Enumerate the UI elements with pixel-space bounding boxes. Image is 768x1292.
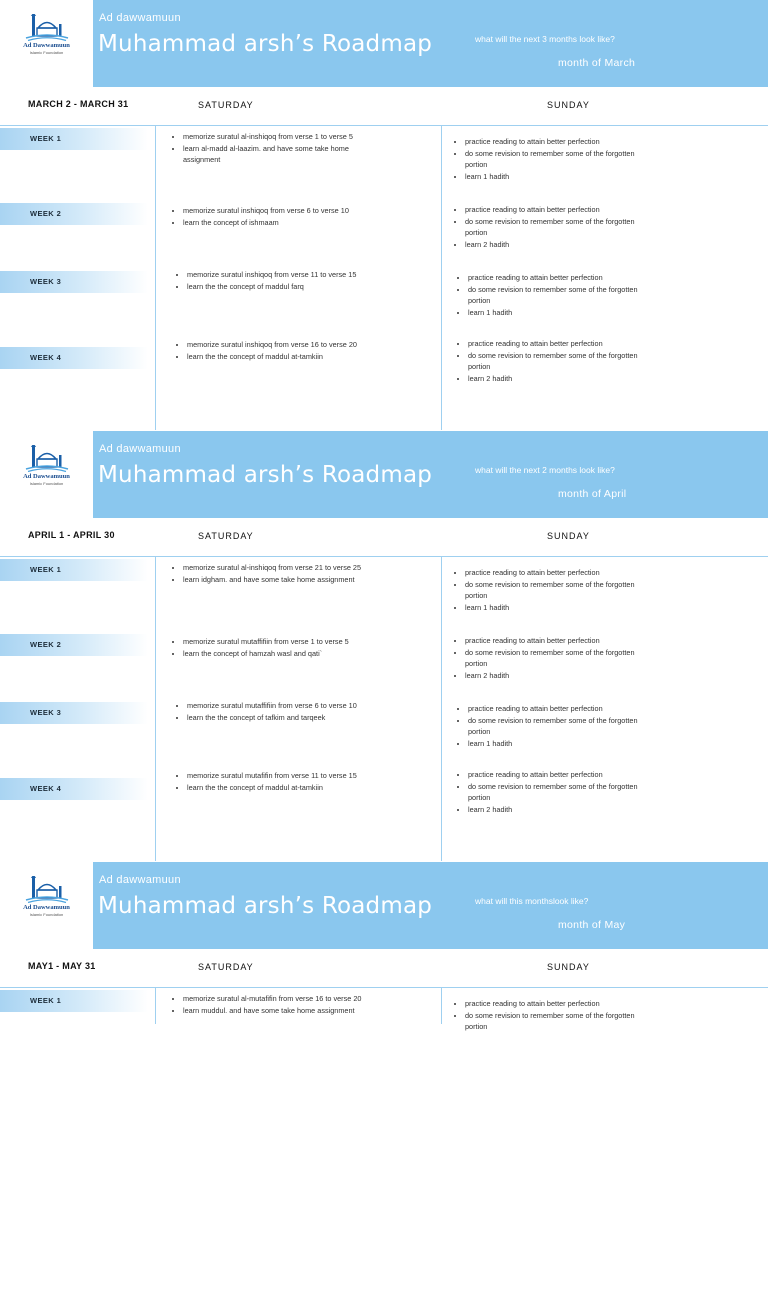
sunday-task: • do some revision to remember some of the forgotten portion: [468, 781, 658, 804]
sunday-task: • do some revision to remember some of the forgotten portion: [468, 350, 658, 373]
sunday-task: • do some revision to remember some of the forgotten portion: [465, 1010, 655, 1033]
month-label: month of March: [558, 57, 636, 69]
saturday-task-list: [176, 339, 392, 362]
sunday-task: • do some revision to remember some of the forgotten portion: [465, 148, 655, 171]
saturday-header: SATURDAY: [198, 100, 254, 110]
org-name: Ad dawwamuun: [99, 12, 181, 24]
saturday-task: • learn the concept of hamzah wasl and qati`: [183, 648, 388, 660]
saturday-task-list: [172, 993, 388, 1016]
saturday-task: • learn the concept of ishmaam: [183, 217, 388, 229]
saturday-task-list: [172, 562, 388, 585]
saturday-task: • memorize suratul mutaffifiin from verse 1 to verse 5: [183, 636, 388, 648]
title-banner: [93, 0, 768, 87]
week-label: [0, 271, 148, 293]
section-header: [0, 862, 768, 949]
mosque-icon: [24, 876, 70, 904]
week-label: [0, 990, 148, 1012]
saturday-task-list: [172, 205, 388, 228]
week-label: [0, 347, 148, 369]
saturday-task: • memorize suratul inshiqoq from verse 11 to verse 15: [187, 269, 392, 281]
column-divider: [441, 126, 442, 430]
roadmap-section: [0, 0, 768, 430]
week-label: [0, 634, 148, 656]
column-divider: [155, 557, 156, 861]
sunday-task: • practice reading to attain better perfection: [465, 204, 655, 216]
roadmap-title: Muhammad arsh’s Roadmap: [98, 462, 433, 488]
logo-subtitle: Islamic Foundation: [29, 912, 64, 917]
logo-name: Ad Dawwamuun: [23, 473, 70, 480]
week-label-text: WEEK 1: [30, 565, 62, 574]
roadmap-question: what will the next 2 months look like?: [475, 465, 615, 475]
sunday-task-list: [454, 998, 655, 1033]
saturday-task: • memorize suratul al-mutafifin from verse 16 to verse 20: [183, 993, 388, 1005]
week-label-text: WEEK 4: [30, 784, 62, 793]
logo-subtitle: Islamic Foundation: [29, 50, 64, 55]
sunday-task: • learn 2 hadith: [468, 804, 658, 816]
saturday-task: • learn the the concept of tafkim and tarqeek: [187, 712, 392, 724]
saturday-header: SATURDAY: [198, 531, 254, 541]
week-label: [0, 778, 148, 800]
foundation-logo: [0, 862, 93, 949]
sunday-task: • learn 1 hadith: [468, 307, 658, 319]
sunday-task: • practice reading to attain better perfection: [468, 769, 658, 781]
saturday-task: • memorize suratul mutafifin from verse 11 to verse 15: [187, 770, 392, 782]
sunday-task: • practice reading to attain better perfection: [465, 567, 655, 579]
sunday-task: • practice reading to attain better perfection: [468, 272, 658, 284]
column-divider: [441, 988, 442, 1024]
foundation-logo: [0, 431, 93, 518]
sunday-task: • learn 1 hadith: [465, 602, 655, 614]
week-label-text: WEEK 3: [30, 708, 62, 717]
sunday-task: • do some revision to remember some of the forgotten portion: [468, 715, 658, 738]
roadmap-title: Muhammad arsh’s Roadmap: [98, 893, 433, 919]
sunday-task-list: [457, 272, 658, 318]
saturday-task: • memorize suratul al-inshiqoq from verse 21 to verse 25: [183, 562, 388, 574]
sunday-task: • practice reading to attain better perfection: [468, 338, 658, 350]
sunday-header: SUNDAY: [547, 962, 590, 972]
saturday-task: • memorize suratul inshiqoq from verse 16 to verse 20: [187, 339, 392, 351]
mosque-icon: [24, 14, 70, 42]
month-label: month of May: [558, 919, 626, 931]
saturday-task-list: [176, 269, 392, 292]
column-divider: [155, 988, 156, 1024]
mosque-icon: [24, 445, 70, 473]
sunday-header: SUNDAY: [547, 531, 590, 541]
sunday-task: • learn 2 hadith: [465, 239, 655, 251]
saturday-task: • learn idgham. and have some take home assignment: [183, 574, 388, 586]
sunday-task: • practice reading to attain better perfection: [465, 136, 655, 148]
sunday-header: SUNDAY: [547, 100, 590, 110]
date-range: MAY1 - MAY 31: [28, 961, 96, 971]
logo-subtitle: Islamic Foundation: [29, 481, 64, 486]
section-header: [0, 0, 768, 87]
week-label: [0, 128, 148, 150]
foundation-logo: [0, 0, 93, 87]
date-range: MARCH 2 - MARCH 31: [28, 99, 129, 109]
saturday-task: • learn muddul. and have some take home assignment: [183, 1005, 388, 1017]
saturday-task: • memorize suratul inshiqoq from verse 6 to verse 10: [183, 205, 388, 217]
saturday-task: • memorize suratul mutaffifiin from verse 6 to verse 10: [187, 700, 392, 712]
column-divider: [155, 126, 156, 430]
logo-name: Ad Dawwamuun: [23, 42, 70, 49]
sunday-task-list: [457, 703, 658, 749]
roadmap-question: what will the next 3 months look like?: [475, 34, 615, 44]
saturday-task: • memorize suratul al-inshiqoq from verse 1 to verse 5: [183, 131, 388, 143]
saturday-task: • learn the the concept of maddul farq: [187, 281, 392, 293]
sunday-task: • learn 2 hadith: [465, 670, 655, 682]
sunday-task: • practice reading to attain better perfection: [465, 998, 655, 1010]
roadmap-section: [0, 431, 768, 861]
sunday-task: • do some revision to remember some of the forgotten portion: [468, 284, 658, 307]
section-header: [0, 431, 768, 518]
org-name: Ad dawwamuun: [99, 443, 181, 455]
week-label-text: WEEK 1: [30, 134, 62, 143]
sunday-task-list: [454, 136, 655, 182]
saturday-task-list: [176, 700, 392, 723]
roadmap-title: Muhammad arsh’s Roadmap: [98, 31, 433, 57]
saturday-task-list: [172, 636, 388, 659]
week-label: [0, 559, 148, 581]
sunday-task: • learn 1 hadith: [468, 738, 658, 750]
saturday-header: SATURDAY: [198, 962, 254, 972]
saturday-task-list: [172, 131, 388, 166]
sunday-task: • do some revision to remember some of the forgotten portion: [465, 579, 655, 602]
week-label: [0, 203, 148, 225]
week-label-text: WEEK 3: [30, 277, 62, 286]
week-label-text: WEEK 2: [30, 640, 62, 649]
column-header-row: [0, 87, 768, 126]
sunday-task-list: [454, 635, 655, 681]
sunday-task-list: [454, 567, 655, 613]
saturday-task: • learn the the concept of maddul at-tamkiin: [187, 351, 392, 363]
week-label: [0, 702, 148, 724]
sunday-task: • learn 2 hadith: [468, 373, 658, 385]
sunday-task: • practice reading to attain better perfection: [468, 703, 658, 715]
column-divider: [441, 557, 442, 861]
roadmap-question: what will this monthslook like?: [475, 896, 589, 906]
sunday-task: • do some revision to remember some of the forgotten portion: [465, 216, 655, 239]
week-label-text: WEEK 1: [30, 996, 62, 1005]
sunday-task: • do some revision to remember some of the forgotten portion: [465, 647, 655, 670]
week-label-text: WEEK 2: [30, 209, 62, 218]
week-label-text: WEEK 4: [30, 353, 62, 362]
sunday-task-list: [457, 769, 658, 815]
date-range: APRIL 1 - APRIL 30: [28, 530, 115, 540]
saturday-task-list: [176, 770, 392, 793]
sunday-task-list: [454, 204, 655, 250]
saturday-task: • learn the the concept of maddul at-tamkiin: [187, 782, 392, 794]
month-label: month of April: [558, 488, 627, 500]
column-header-row: [0, 949, 768, 988]
sunday-task: • learn 1 hadith: [465, 171, 655, 183]
sunday-task: • practice reading to attain better perfection: [465, 635, 655, 647]
saturday-task: • learn al-madd al-laazim. and have some take home assignment: [183, 143, 388, 166]
roadmap-section: [0, 862, 768, 1292]
title-banner: [93, 431, 768, 518]
logo-name: Ad Dawwamuun: [23, 904, 70, 911]
title-banner: [93, 862, 768, 949]
org-name: Ad dawwamuun: [99, 874, 181, 886]
sunday-task-list: [457, 338, 658, 384]
column-header-row: [0, 518, 768, 557]
